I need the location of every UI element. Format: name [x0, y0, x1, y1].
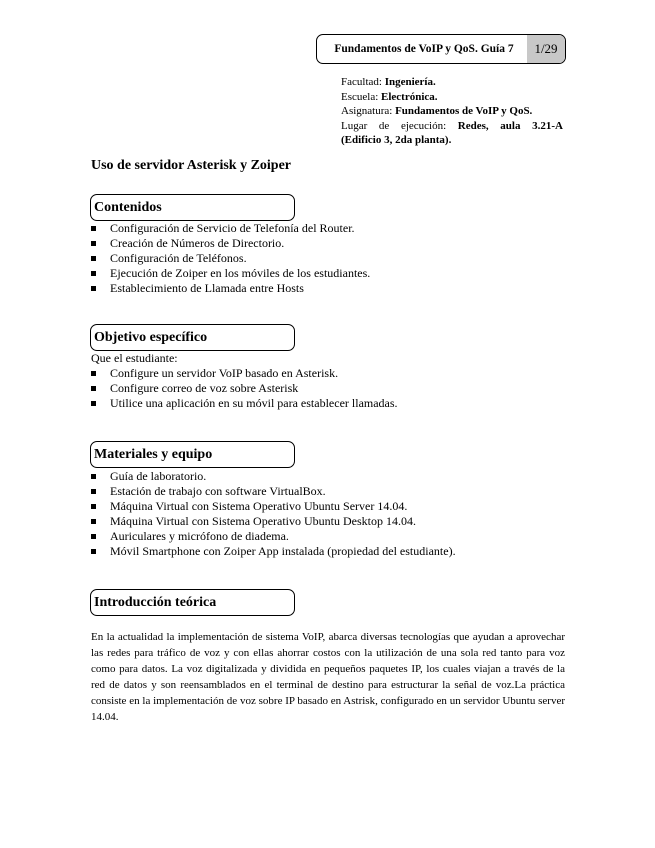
contenidos-list — [91, 221, 370, 296]
introduccion-paragraph: En la actualidad la implementación de sistema VoIP, abarca diversas tecnologías que ayudan a aprovechar las redes para tráfico de voz y con ellas ahorrar costos con la utilización de una sola red tanto para voz como para datos. La voz digitalizada y dividida en pequeños paquetes IP, los cuales viajan a través de la red de datos y son reensamblados en el terminal de destino para estructurar la señal de voz.La práctica consiste en la implementación de voz sobre IP basado en Astrisk, configurado en un servidor Ubuntu server 14.04. — [91, 631, 565, 723]
section-heading-contenidos: Contenidos — [90, 194, 295, 221]
list-item: Configuración de Teléfonos. — [91, 251, 370, 266]
bullet-icon — [91, 286, 96, 291]
bullet-icon — [91, 549, 96, 554]
escuela-value: Electrónica. — [381, 90, 438, 103]
lugar-line — [341, 119, 563, 134]
list-item: Utilice una aplicación en su móvil para establecer llamadas. — [91, 396, 398, 411]
bullet-icon — [91, 534, 96, 539]
bullet-icon — [91, 519, 96, 524]
document-title: Uso de servidor Asterisk y Zoiper — [91, 158, 292, 173]
list-item: Máquina Virtual con Sistema Operativo Ubuntu Server 14.04. — [91, 499, 456, 514]
list-item: Estación de trabajo con software VirtualBox. — [91, 484, 456, 499]
bullet-icon — [91, 226, 96, 231]
facultad-value: Ingeniería. — [384, 76, 436, 88]
list-item: Establecimiento de Llamada entre Hosts — [91, 281, 370, 296]
objetivo-lead: Que el estudiante: — [91, 351, 178, 365]
page-number: 1/29 — [527, 35, 565, 63]
escuela-label: Escuela: — [341, 90, 382, 103]
list-item: Guía de laboratorio. — [91, 469, 456, 484]
list-item: Creación de Números de Directorio. — [91, 236, 370, 251]
bullet-icon — [91, 474, 96, 479]
list-item: Ejecución de Zoiper en los móviles de los estudiantes. — [91, 266, 370, 281]
asignatura-label: Asignatura: — [341, 105, 396, 117]
bullet-icon — [91, 504, 96, 509]
bullet-icon — [91, 371, 96, 376]
bullet-icon — [91, 401, 96, 406]
page-header — [316, 34, 566, 64]
section-heading-materiales: Materiales y equipo — [90, 441, 295, 468]
list-item: Configuración de Servicio de Telefonía del Router. — [91, 221, 370, 236]
asignatura-value: Fundamentos de VoIP y QoS. — [395, 105, 533, 117]
bullet-icon — [91, 386, 96, 391]
lugar-line-2 — [341, 133, 563, 148]
facultad-line — [341, 75, 563, 90]
course-info — [341, 75, 563, 148]
objetivo-list — [91, 366, 398, 411]
list-item: Auriculares y micrófono de diadema. — [91, 529, 456, 544]
escuela-line — [341, 90, 563, 105]
facultad-label: Facultad: — [341, 76, 385, 88]
bullet-icon — [91, 241, 96, 246]
materiales-list — [91, 469, 456, 559]
asignatura-line — [341, 104, 563, 119]
section-heading-introduccion: Introducción teórica — [90, 589, 295, 616]
list-item: Configure un servidor VoIP basado en Asterisk. — [91, 366, 398, 381]
bullet-icon — [91, 256, 96, 261]
list-item: Configure correo de voz sobre Asterisk — [91, 381, 398, 396]
lugar-label: Lugar de ejecución: — [341, 119, 458, 132]
header-title: Fundamentos de VoIP y QoS. Guía 7 — [334, 43, 514, 55]
bullet-icon — [91, 271, 96, 276]
list-item: Máquina Virtual con Sistema Operativo Ubuntu Desktop 14.04. — [91, 514, 456, 529]
list-item: Móvil Smartphone con Zoiper App instalada (propiedad del estudiante). — [91, 544, 456, 559]
lugar-value-2: (Edificio 3, 2da planta). — [341, 134, 452, 146]
lugar-value: Redes, aula 3.21-A — [457, 119, 563, 132]
section-heading-objetivo: Objetivo específico — [90, 324, 295, 351]
bullet-icon — [91, 489, 96, 494]
